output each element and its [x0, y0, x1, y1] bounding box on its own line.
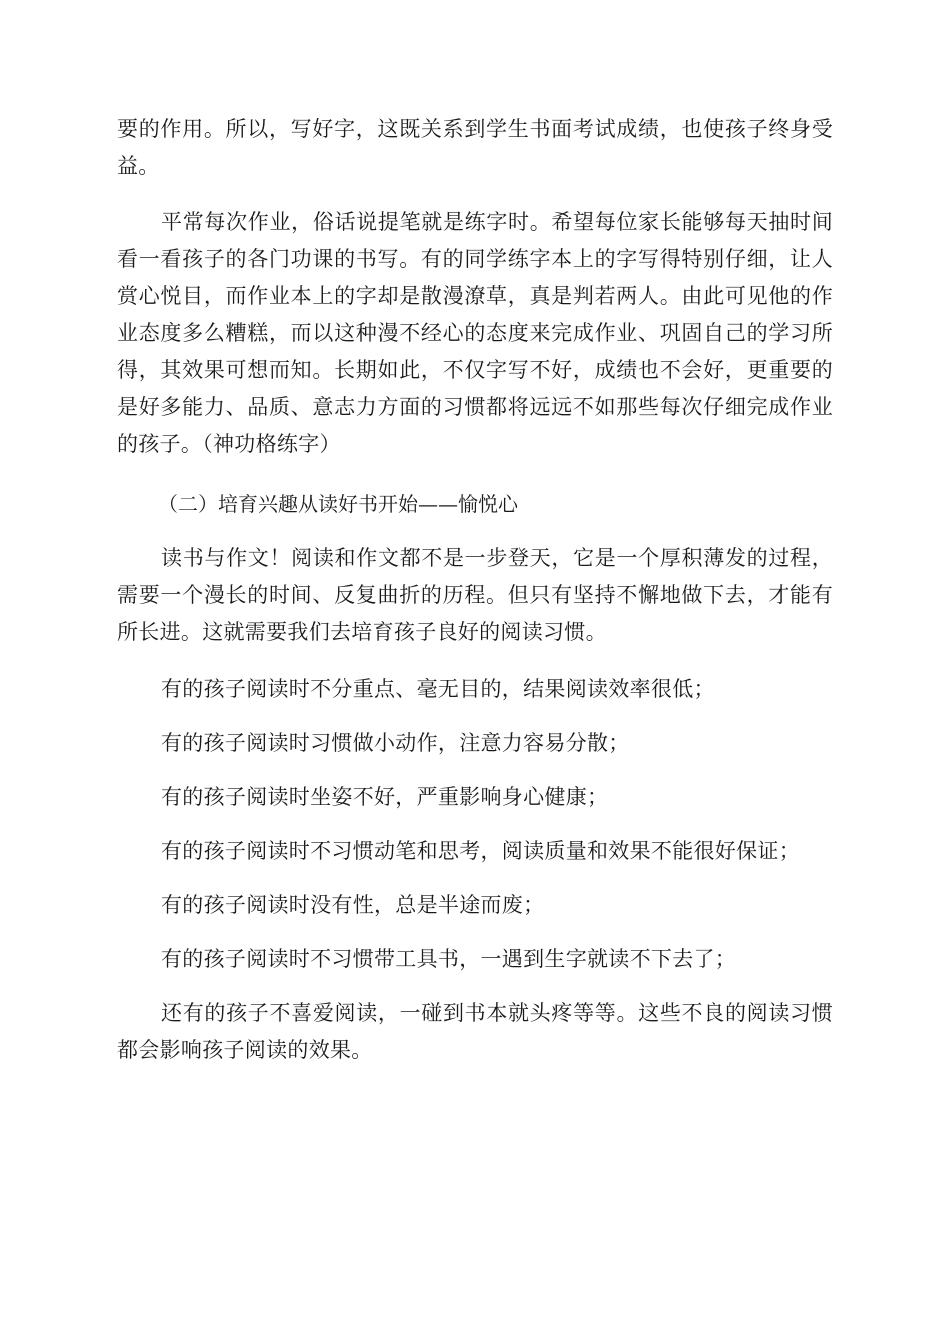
paragraph-homework-writing: 平常每次作业，俗话说提笔就是练字时。希望每位家长能够每天抽时间看一看孩子的各门功课的书写。有的同学练字本上的字写得特别仔细，让人赏心悦目，而作业本上的字却是散漫潦草，真是判若两人。由此可见他的作业态度多么糟糕，而以这种漫不经心的态度来完成作业、巩固自己的学习所得，其效果可想而知。长期如此，不仅字写不好，成绩也不会好，更重要的是好多能力、品质、意志力方面的习惯都将远远不如那些每次仔细完成作业的孩子。（神功格练字） [117, 210, 833, 456]
list-item-reading-habit: 有的孩子阅读时习惯做小动作，注意力容易分散； [161, 731, 630, 755]
list-item-reading-habit: 有的孩子阅读时坐姿不好，严重影响身心健康； [161, 785, 609, 809]
paragraph-reading-writing: 读书与作文！阅读和作文都不是一步登天，它是一个厚积薄发的过程，需要一个漫长的时间、反复曲折的历程。但只有坚持不懈地做下去，才能有所长进。这就需要我们去培育孩子良好的阅读习惯。 [117, 546, 833, 644]
list-item-reading-habit: 有的孩子阅读时不习惯带工具书，一遇到生字就读不下去了； [161, 947, 737, 971]
list-item-reading-habit: 有的孩子阅读时没有性，总是半途而废； [161, 893, 545, 917]
list-item-reading-habit: 有的孩子阅读时不分重点、毫无目的，结果阅读效率很低； [161, 677, 715, 701]
paragraph-continuation: 要的作用。所以，写好字，这既关系到学生书面考试成绩，也使孩子终身受益。 [117, 117, 833, 178]
list-item-reading-habit: 有的孩子阅读时不习惯动笔和思考，阅读质量和效果不能很好保证； [161, 839, 800, 863]
section-heading: （二）培育兴趣从读好书开始——愉悦心 [158, 492, 518, 516]
paragraph-conclusion: 还有的孩子不喜爱阅读，一碰到书本就头疼等等。这些不良的阅读习惯都会影响孩子阅读的效果。 [117, 1001, 833, 1062]
